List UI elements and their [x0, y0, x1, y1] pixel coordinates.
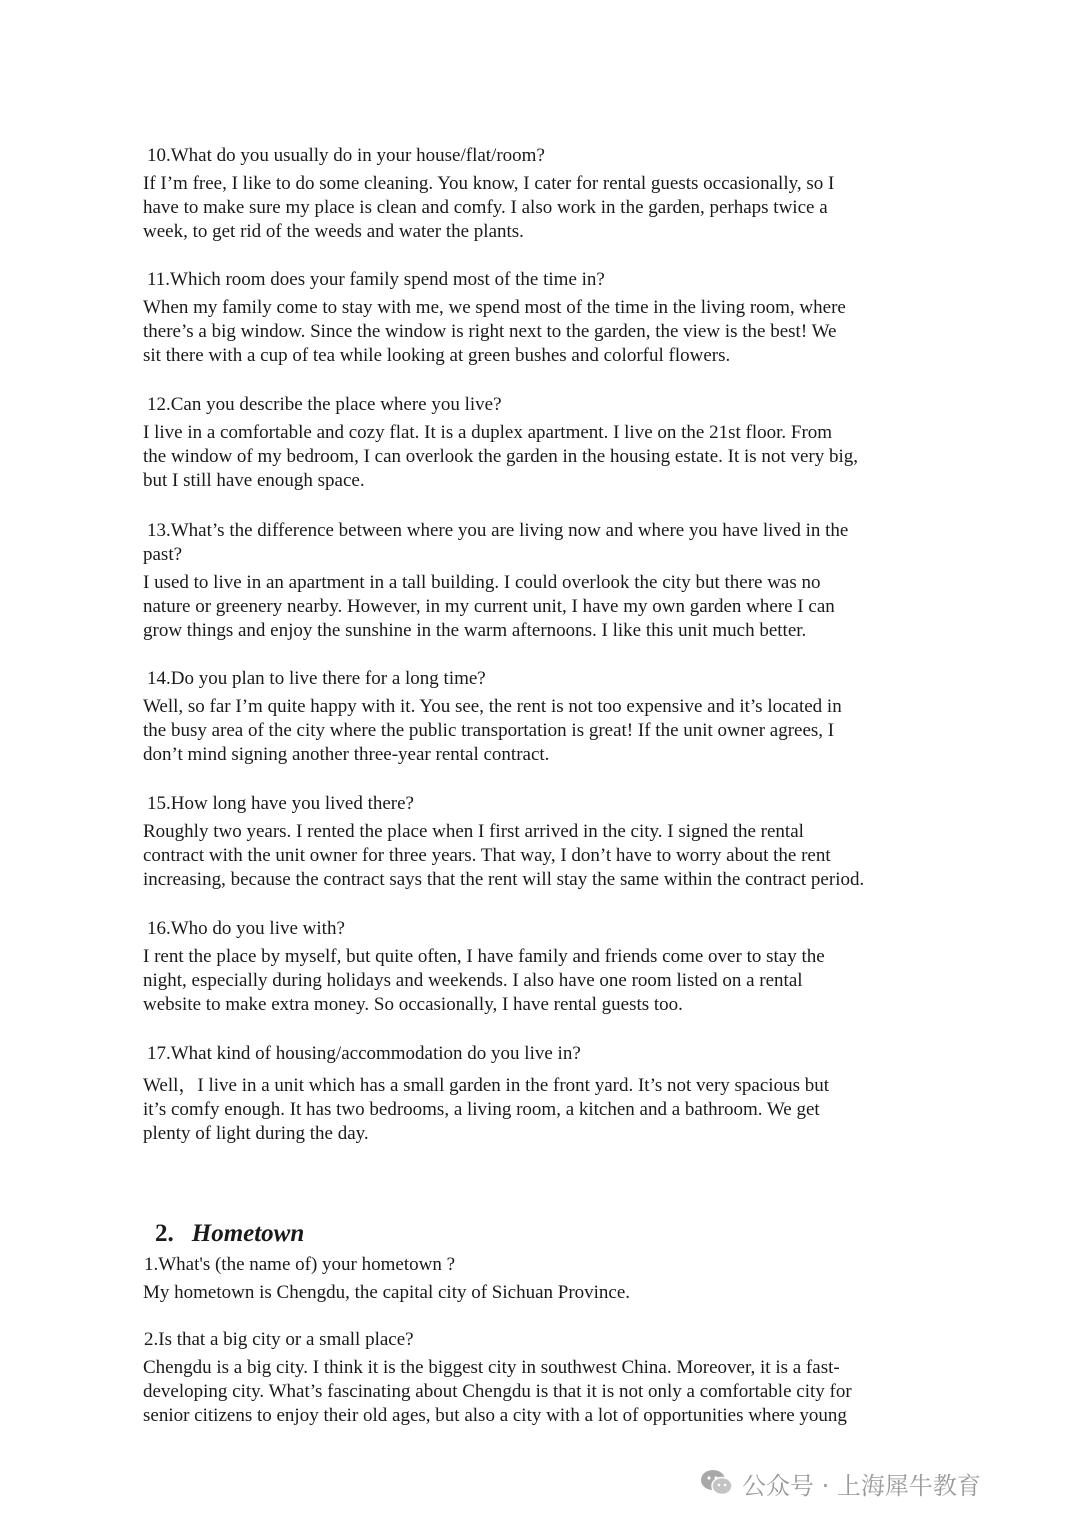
answer-line: Well, so far I’m quite happy with it. You see, the rent is not too expensive and it’s located in: [143, 696, 842, 717]
answer-line: night, especially during holidays and weekends. I also have one room listed on a rental: [143, 970, 803, 991]
answer-line: website to make extra money. So occasionally, I have rental guests too.: [143, 994, 683, 1015]
question-continuation: past?: [143, 544, 183, 565]
answer-line: there’s a big window. Since the window is right next to the garden, the view is the best! We: [143, 321, 837, 342]
answer: [143, 945, 973, 1017]
question: 12.Can you describe the place where you live?: [147, 394, 502, 415]
hometown-qa-item-1: [143, 1253, 973, 1305]
qa-item-15: [143, 792, 973, 892]
question: 2.Is that a big city or a small place?: [144, 1329, 414, 1350]
answer: [143, 1356, 973, 1428]
answer-line: increasing, because the contract says that the rent will stay the same within the contract period.: [143, 869, 865, 890]
answer: [143, 1074, 973, 1146]
answer-line: senior citizens to enjoy their old ages, but also a city with a lot of opportunities where young: [143, 1405, 847, 1426]
answer-line: the busy area of the city where the public transportation is great! If the unit owner agrees, I: [143, 720, 835, 741]
answer-line: My hometown is Chengdu, the capital city of Sichuan Province.: [143, 1282, 631, 1303]
qa-item-12: [143, 393, 973, 493]
answer-line: Well，I live in a unit which has a small garden in the front yard. It’s not very spacious but: [143, 1075, 830, 1096]
answer-line: I rent the place by myself, but quite often, I have family and friends come over to stay the: [143, 946, 825, 967]
qa-item-10: [143, 144, 973, 244]
question: 13.What’s the difference between where you are living now and where you have lived in the: [147, 520, 849, 541]
answer-line: developing city. What’s fascinating about Chengdu is that it is not only a comfortable city for: [143, 1381, 852, 1402]
qa-item-14: [143, 667, 973, 767]
answer: [143, 695, 973, 767]
answer: [143, 296, 973, 368]
watermark-text: 公众号 · 上海犀牛教育: [742, 1471, 981, 1500]
hometown-qa-item-2: [143, 1328, 973, 1428]
answer-line: the window of my bedroom, I can overlook the garden in the housing estate. It is not very big,: [143, 446, 858, 467]
answer-line: grow things and enjoy the sunshine in the warm afternoons. I like this unit much better.: [143, 620, 807, 641]
answer-line: I used to live in an apartment in a tall building. I could overlook the city but there was no: [143, 572, 821, 593]
answer-line: have to make sure my place is clean and comfy. I also work in the garden, perhaps twice a: [143, 197, 828, 218]
answer-line: nature or greenery nearby. However, in my current unit, I have my own garden where I can: [143, 596, 835, 617]
qa-item-11: [143, 268, 973, 368]
qa-item-13: [143, 519, 973, 643]
section-heading-hometown: [155, 1220, 304, 1248]
section-title: Hometown: [191, 1220, 305, 1247]
answer-line: If I’m free, I like to do some cleaning. You know, I cater for rental guests occasionally, so I: [143, 173, 835, 194]
answer: [143, 1281, 973, 1305]
answer: [143, 571, 973, 643]
answer-line: Roughly two years. I rented the place when I first arrived in the city. I signed the rental: [143, 821, 804, 842]
question: 17.What kind of housing/accommodation do you live in?: [147, 1043, 581, 1064]
answer: [143, 820, 973, 892]
answer-line: When my family come to stay with me, we spend most of the time in the living room, where: [143, 297, 846, 318]
answer-line: sit there with a cup of tea while looking at green bushes and colorful flowers.: [143, 345, 731, 366]
answer-line: I live in a comfortable and cozy flat. It is a duplex apartment. I live on the 21st floor. From: [143, 422, 833, 443]
wechat-official-account-icon: [700, 1468, 734, 1498]
answer: [143, 172, 973, 244]
question: 11.Which room does your family spend most of the time in?: [147, 269, 605, 290]
answer-line: don’t mind signing another three-year rental contract.: [143, 744, 550, 765]
question: 1.What's (the name of) your hometown ?: [144, 1254, 456, 1275]
question: 15.How long have you lived there?: [147, 793, 414, 814]
question: 14.Do you plan to live there for a long time?: [147, 668, 486, 689]
answer-line: contract with the unit owner for three years. That way, I don’t have to worry about the rent: [143, 845, 831, 866]
answer: [143, 421, 973, 493]
question: 16.Who do you live with?: [147, 918, 345, 939]
qa-item-16: [143, 917, 973, 1017]
question: 10.What do you usually do in your house/flat/room?: [147, 145, 545, 166]
qa-item-17: [143, 1042, 973, 1146]
answer-line: week, to get rid of the weeds and water the plants.: [143, 221, 524, 242]
answer-line: it’s comfy enough. It has two bedrooms, a living room, a kitchen and a bathroom. We get: [143, 1099, 820, 1120]
section-number: 2.: [155, 1220, 174, 1247]
answer-line: Chengdu is a big city. I think it is the biggest city in southwest China. Moreover, it is a fast-: [143, 1357, 840, 1378]
answer-line: plenty of light during the day.: [143, 1123, 369, 1144]
answer-line: but I still have enough space.: [143, 470, 365, 491]
watermark: [700, 1463, 981, 1503]
